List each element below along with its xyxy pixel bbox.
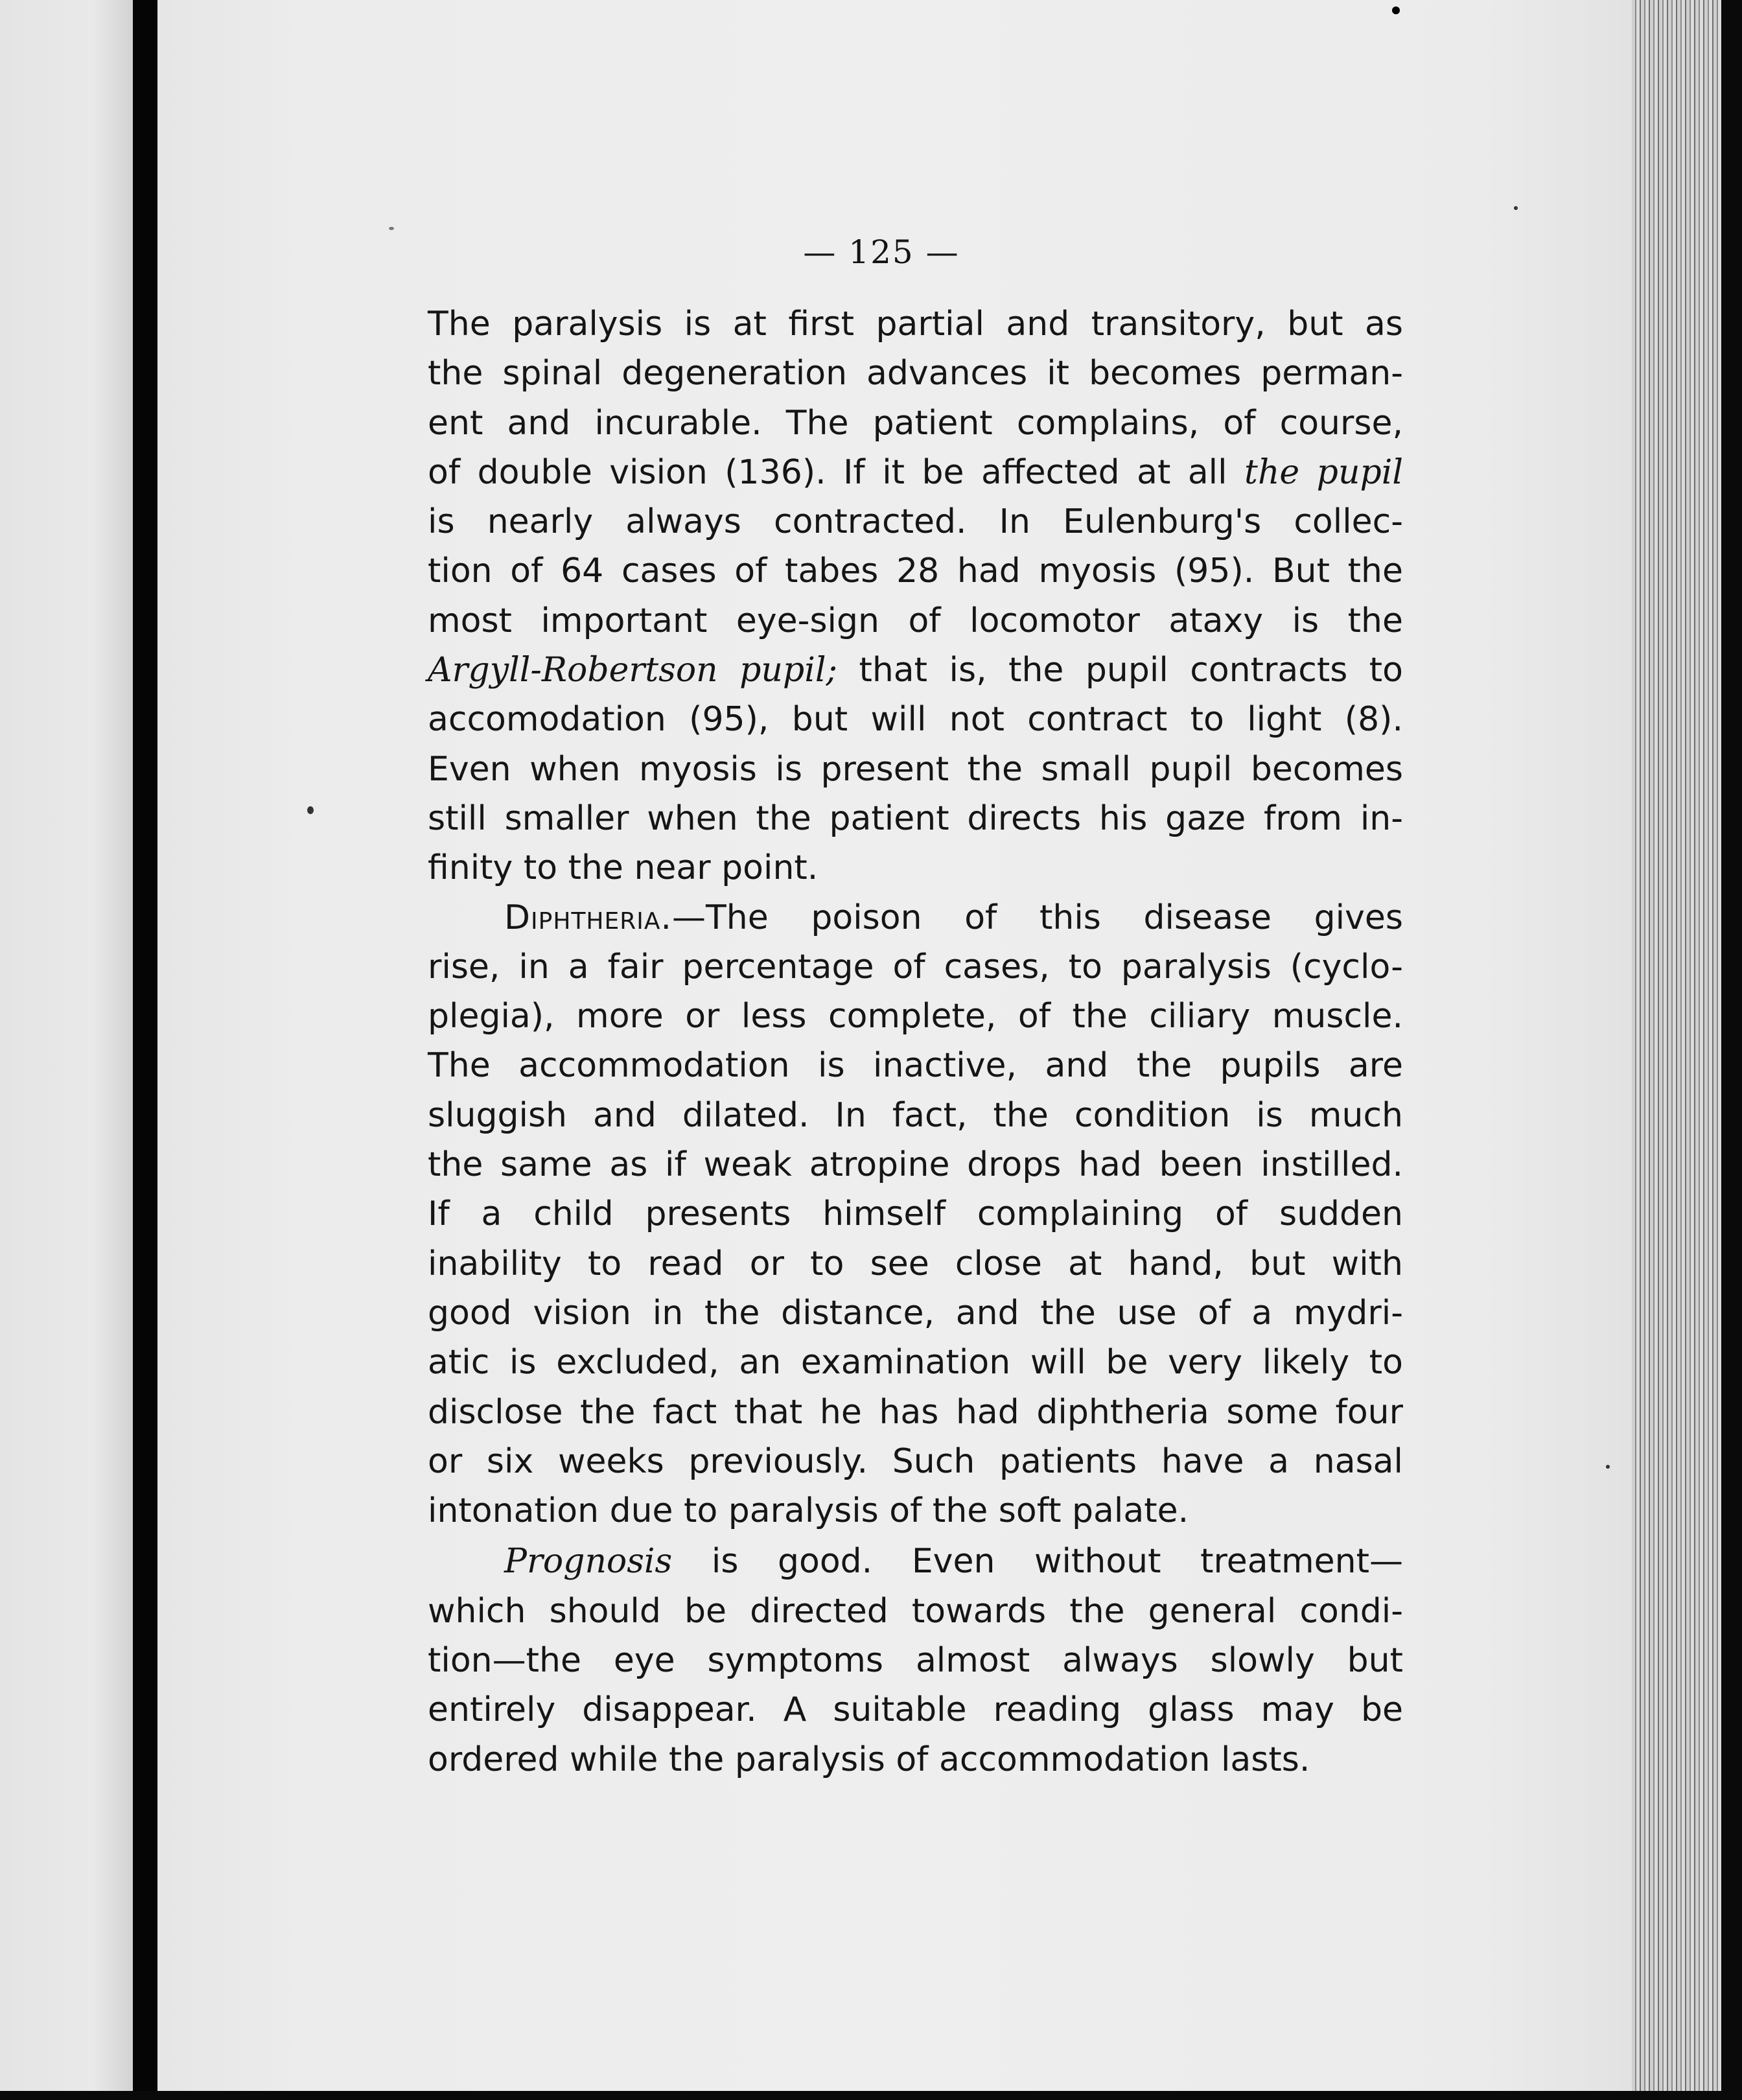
text-line: most important eye-sign of locomotor ataxy is the bbox=[428, 601, 1403, 640]
text-line: sluggish and dilated. In fact, the condition is much bbox=[428, 1095, 1403, 1135]
text-line bbox=[428, 448, 1403, 497]
text-line: If a child presents himself complaining of sudden bbox=[428, 1195, 1403, 1234]
text-line: ordered while the paralysis of accommodation lasts. bbox=[428, 1740, 1310, 1779]
text-line: still smaller when the patient directs his gaze from in- bbox=[428, 799, 1403, 838]
text-line: The paralysis is at first partial and transitory, but as bbox=[428, 305, 1403, 344]
text-line: rise, in a fair percentage of cases, to paralysis (cyclo- bbox=[428, 947, 1403, 986]
text-line: finity to the near point. bbox=[428, 848, 819, 888]
text-line: good vision in the distance, and the use of a mydri- bbox=[428, 1293, 1403, 1333]
text-segment: of double vision (136). If it be affected at all bbox=[428, 452, 1245, 492]
paragraph-prognosis bbox=[428, 1537, 1403, 1784]
page-edges bbox=[1632, 0, 1742, 2100]
text-segment: —The poison of this disease gives bbox=[672, 898, 1403, 937]
heading-diphtheria: Diphtheria. bbox=[504, 898, 673, 937]
paragraph-diphtheria bbox=[428, 893, 1403, 1536]
text-line: Even when myosis is present the small pupil becomes bbox=[428, 749, 1403, 789]
text-segment: is good. Even without treatment— bbox=[672, 1542, 1403, 1581]
text-line: intonation due to paralysis of the soft palate. bbox=[428, 1491, 1189, 1531]
text-line: entirely disappear. A suitable reading glass may be bbox=[428, 1690, 1403, 1730]
text-line: the spinal degeneration advances it becomes perman- bbox=[428, 354, 1403, 393]
text-line: accomodation (95), but will not contract to light (8). bbox=[428, 700, 1403, 740]
text-line: tion of 64 cases of tabes 28 had myosis (95). But the bbox=[428, 552, 1403, 591]
text-segment: that is, the pupil contracts to bbox=[837, 651, 1403, 690]
speck bbox=[389, 227, 394, 230]
text-line: plegia), more or less complete, of the ciliary muscle. bbox=[428, 997, 1403, 1036]
heading-prognosis: Prognosis bbox=[504, 1542, 673, 1581]
speck bbox=[307, 806, 314, 814]
text-line bbox=[428, 646, 1403, 695]
speck bbox=[1606, 1465, 1610, 1469]
book-gutter bbox=[133, 0, 157, 2100]
left-page-edge bbox=[0, 0, 133, 2100]
page-number: — 125 — bbox=[803, 233, 960, 271]
italic-the-pupil: the pupil bbox=[1244, 452, 1403, 492]
text-line: tion—the eye symptoms almost always slowly but bbox=[428, 1641, 1403, 1681]
text-line: the same as if weak atropine drops had been instilled. bbox=[428, 1145, 1403, 1185]
speck bbox=[1514, 206, 1518, 210]
text-line: is nearly always contracted. In Eulenburg's collec- bbox=[428, 502, 1403, 542]
text-line: atic is excluded, an examination will be very likely to bbox=[428, 1343, 1403, 1382]
text-line: or six weeks previously. Such patients have a nasal bbox=[428, 1441, 1403, 1481]
text-line: which should be directed towards the general condi- bbox=[428, 1591, 1403, 1631]
text-line: ent and incurable. The patient complains, of course, bbox=[428, 403, 1403, 443]
italic-argyll-robertson: Argyll-Robertson pupil; bbox=[428, 651, 837, 690]
bottom-shadow bbox=[0, 2091, 1742, 2100]
text-line bbox=[428, 893, 1403, 942]
text-line: disclose the fact that he has had diphtheria some four bbox=[428, 1392, 1403, 1432]
paragraph-tabes bbox=[428, 299, 1403, 893]
text-line bbox=[428, 1537, 1403, 1586]
text-line: inability to read or to see close at hand, but with bbox=[428, 1244, 1403, 1283]
body-text bbox=[428, 299, 1403, 1784]
text-line: The accommodation is inactive, and the pupils are bbox=[428, 1046, 1403, 1086]
speck bbox=[1392, 6, 1400, 14]
